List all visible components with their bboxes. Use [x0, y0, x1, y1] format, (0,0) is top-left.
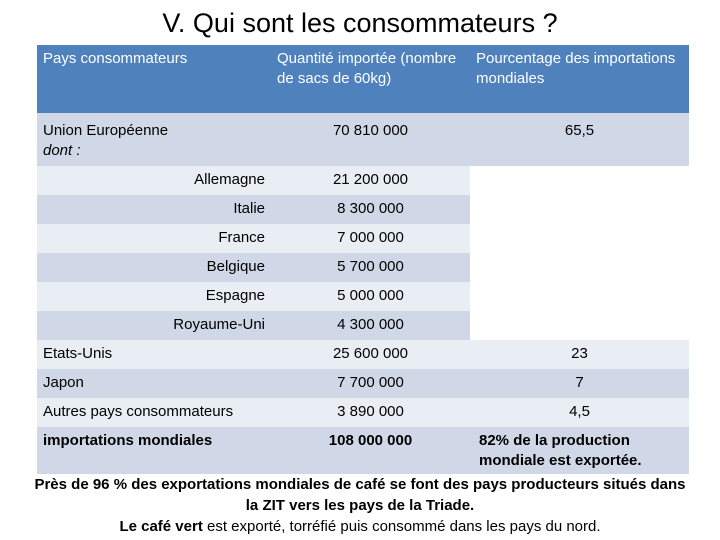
footer-text	[30, 474, 690, 537]
eu-member-name: Belgique	[37, 253, 271, 282]
eu-label: Union Européenne	[43, 122, 169, 139]
consumer-quantity: 25 600 000	[271, 340, 470, 369]
footer-line-1: Près de 96 % des exportations mondiales de café se font des pays producteurs situés dans la ZIT vers les pays de la Triade.	[34, 476, 686, 514]
footer-line-2	[30, 516, 690, 537]
consumer-percent: 4,5	[470, 398, 689, 427]
eu-member-quantity: 7 000 000	[271, 224, 470, 253]
eu-percent: 65,5	[470, 113, 689, 166]
consumer-percent: 7	[470, 369, 689, 398]
eu-label-cell	[37, 113, 271, 166]
eu-member-quantity: 21 200 000	[271, 166, 470, 195]
eu-member-quantity: 4 300 000	[271, 311, 470, 340]
eu-member-name: Royaume-Uni	[37, 311, 271, 340]
eu-member-name: France	[37, 224, 271, 253]
total-note: 82% de la production mondiale est exportée.	[470, 427, 689, 474]
eu-member-name: Espagne	[37, 282, 271, 311]
consumer-quantity: 3 890 000	[271, 398, 470, 427]
header-country: Pays consommateurs	[37, 45, 271, 113]
total-label: importations mondiales	[37, 427, 271, 474]
eu-member-name: Italie	[37, 195, 271, 224]
eu-quantity: 70 810 000	[271, 113, 470, 166]
eu-member-name: Allemagne	[37, 166, 271, 195]
consumer-name: Etats-Unis	[37, 340, 271, 369]
page-title: V. Qui sont les consommateurs ?	[162, 8, 558, 38]
consumer-quantity: 7 700 000	[271, 369, 470, 398]
eu-sublabel: dont :	[43, 142, 81, 159]
total-quantity: 108 000 000	[271, 427, 470, 474]
header-percent: Pourcentage des importations mondiales	[470, 45, 689, 113]
eu-member-quantity: 8 300 000	[271, 195, 470, 224]
consumer-name: Autres pays consommateurs	[37, 398, 271, 427]
eu-member-quantity: 5 700 000	[271, 253, 470, 282]
consumer-name: Japon	[37, 369, 271, 398]
header-quantity: Quantité importée (nombre de sacs de 60kg)	[271, 45, 470, 113]
consumer-percent: 23	[470, 340, 689, 369]
eu-member-quantity: 5 000 000	[271, 282, 470, 311]
footer-line-2-rest: est exporté, torréfié puis consommé dans les pays du nord.	[202, 518, 601, 535]
footer-emphasis: Le café vert	[119, 518, 203, 535]
